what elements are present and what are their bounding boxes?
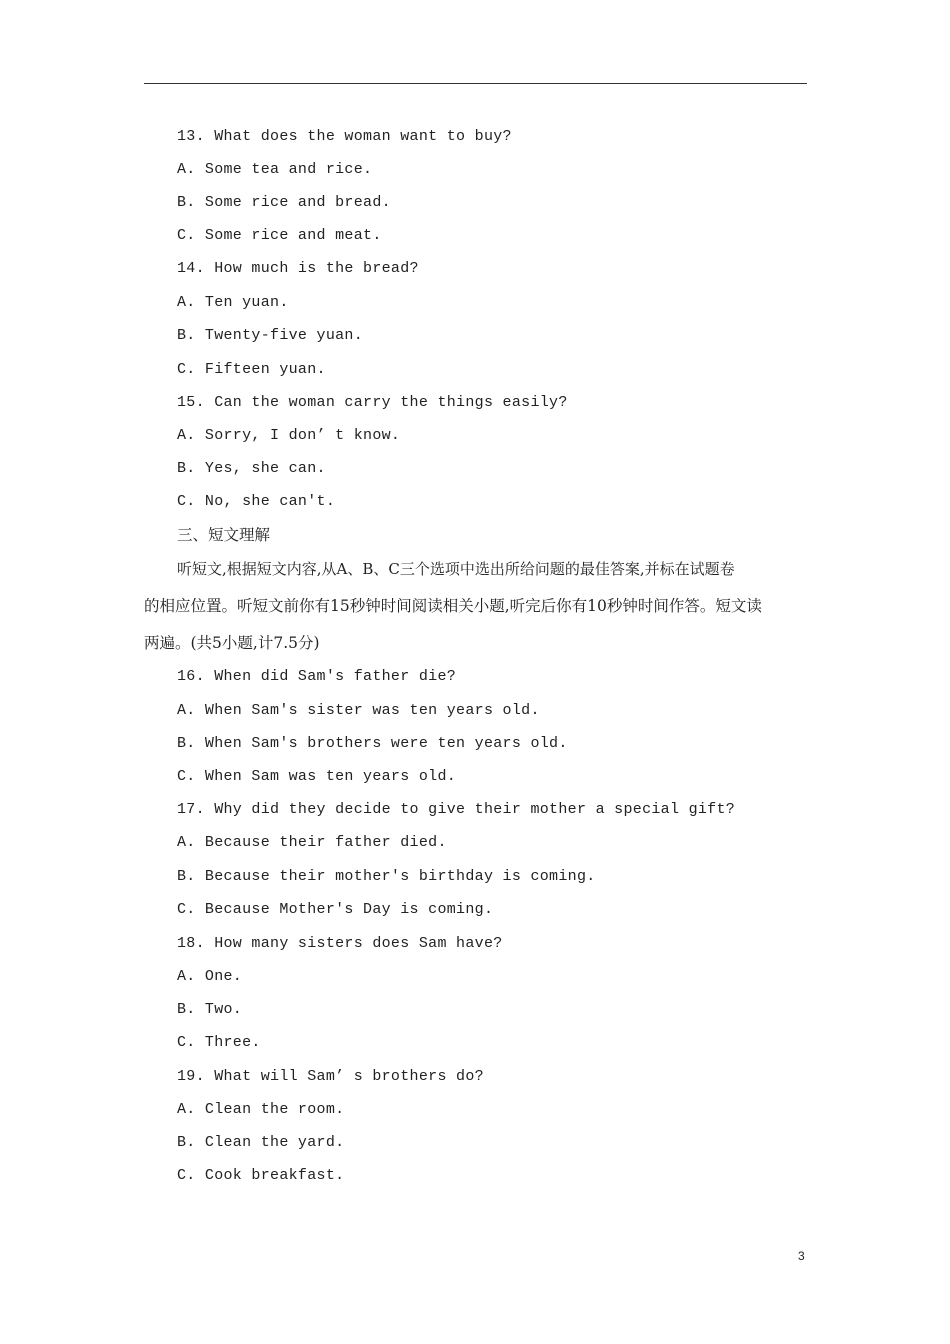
question-13-option-a: A. Some tea and rice. <box>177 161 373 178</box>
question-16-stem: 16. When did Sam's father die? <box>177 668 457 685</box>
question-17-stem: 17. Why did they decide to give their mother a special gift? <box>177 801 736 818</box>
question-19-option-c: C. Cook breakfast. <box>177 1167 345 1184</box>
question-17-option-a: A. Because their father died. <box>177 834 447 851</box>
question-15-option-a: A. Sorry, I don’ t know. <box>177 427 401 444</box>
question-17-option-c: C. Because Mother's Day is coming. <box>177 901 494 918</box>
question-15-stem: 15. Can the woman carry the things easily? <box>177 394 568 411</box>
question-13-option-c: C. Some rice and meat. <box>177 227 382 244</box>
question-18-option-a: A. One. <box>177 968 243 985</box>
question-18-option-c: C. Three. <box>177 1034 261 1051</box>
question-16-option-b: B. When Sam's brothers were ten years old. <box>177 735 568 752</box>
question-15-option-b: B. Yes, she can. <box>177 460 326 477</box>
question-18-stem: 18. How many sisters does Sam have? <box>177 935 503 952</box>
question-19-stem: 19. What will Sam’ s brothers do? <box>177 1068 484 1085</box>
question-19-option-a: A. Clean the room. <box>177 1101 345 1118</box>
section-heading: 三、短文理解 <box>177 526 271 544</box>
question-13-option-b: B. Some rice and bread. <box>177 194 391 211</box>
question-13-stem: 13. What does the woman want to buy? <box>177 128 512 145</box>
instruction-line-2: 的相应位置。听短文前你有15秒钟时间阅读相关小题,听完后你有10秒钟时间作答。短文读 <box>144 597 762 615</box>
question-14-option-c: C. Fifteen yuan. <box>177 361 326 378</box>
header-rule <box>144 83 807 84</box>
question-15-option-c: C. No, she can't. <box>177 493 336 510</box>
question-18-option-b: B. Two. <box>177 1001 243 1018</box>
question-14-stem: 14. How much is the bread? <box>177 260 419 277</box>
question-19-option-b: B. Clean the yard. <box>177 1134 345 1151</box>
page-number: 3 <box>798 1249 805 1263</box>
question-17-option-b: B. Because their mother's birthday is coming. <box>177 868 596 885</box>
question-14-option-a: A. Ten yuan. <box>177 294 289 311</box>
instruction-line-1: 听短文,根据短文内容,从A、B、C三个选项中选出所给问题的最佳答案,并标在试题卷 <box>177 560 735 578</box>
instruction-line-3: 两遍。(共5小题,计7.5分) <box>144 634 320 652</box>
question-16-option-a: A. When Sam's sister was ten years old. <box>177 702 540 719</box>
question-16-option-c: C. When Sam was ten years old. <box>177 768 457 785</box>
question-14-option-b: B. Twenty-five yuan. <box>177 327 364 344</box>
